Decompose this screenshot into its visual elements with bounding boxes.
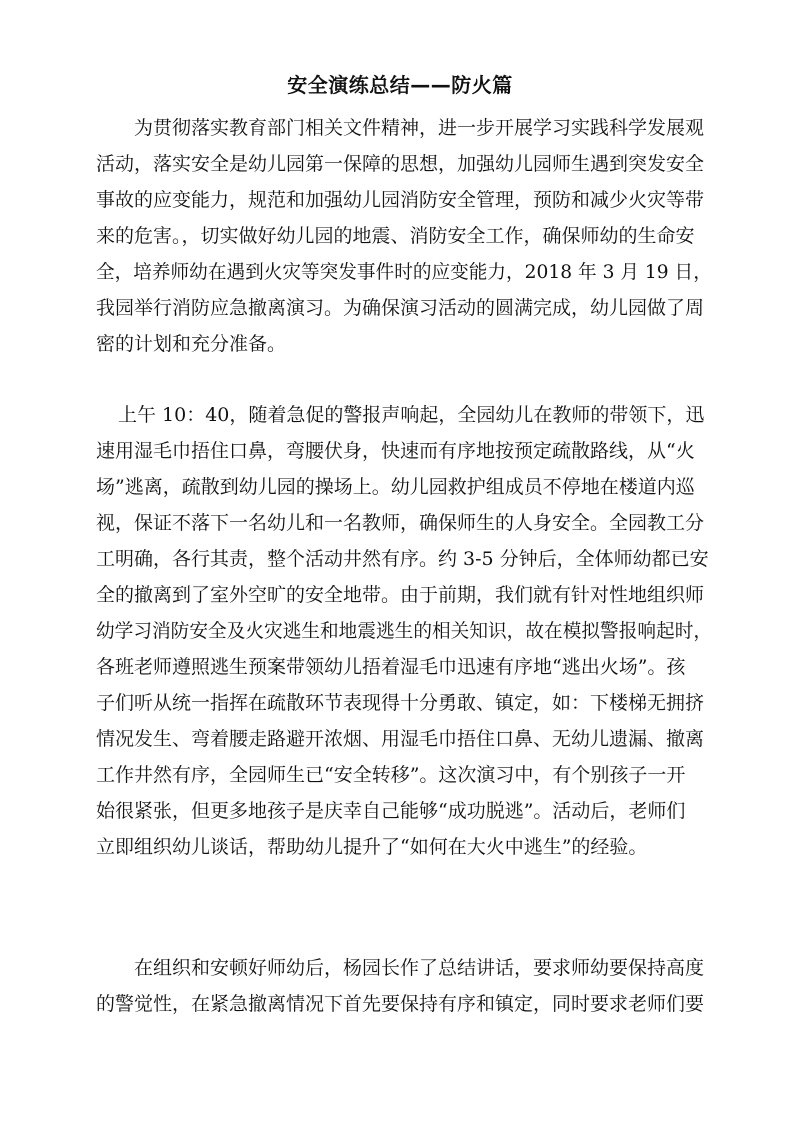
paragraph-line: 来的危害。，切实做好幼儿园的地震、消防安全工作，确保师幼的生命安: [96, 225, 695, 247]
paragraph-line: 的警觉性，在紧急撤离情况下首先要保持有序和镇定，同时要求老师们要: [96, 993, 705, 1015]
paragraph-line: 为贯彻落实教育部门相关文件精神，进一步开展学习实践科学发展观: [134, 117, 705, 139]
paragraph-line: 全，培养师幼在遇到火灾等突发事件时的应变能力，2018 年 3 月 19 日，: [96, 261, 712, 283]
paragraph-line: 子们听从统一指挥在疏散环节表现得十分勇敢、镇定，如：下楼梯无拥挤: [96, 692, 705, 714]
paragraph-line: 在组织和安顿好师幼后，杨园长作了总结讲话，要求师幼要保持高度: [134, 957, 705, 979]
paragraph-line: 密的计划和充分准备。: [96, 333, 287, 355]
paragraph-line: 工作井然有序，全园师生已“安全转移”。这次演习中，有个别孩子一开: [96, 764, 686, 786]
paragraph-line: 上午 10：40，随着急促的警报声响起，全园幼儿在教师的带领下，迅: [118, 404, 705, 426]
paragraph-line: 场”逃离，疏散到幼儿园的操场上。幼儿园救护组成员不停地在楼道内巡: [96, 476, 695, 498]
paragraph-line: 始很紧张，但更多地孩子是庆幸自己能够“成功脱逃”。活动后，老师们: [96, 800, 686, 822]
paragraph-line: 速用湿毛巾捂住口鼻，弯腰伏身，快速而有序地按预定疏散路线，从“火: [96, 440, 695, 462]
paragraph-line: 事故的应变能力，规范和加强幼儿园消防安全管理，预防和减少火灾等带: [96, 189, 705, 211]
paragraph-line: 立即组织幼儿谈话，帮助幼儿提升了“如何在大火中逃生”的经验。: [96, 836, 648, 858]
paragraph-line: 视，保证不落下一名幼儿和一名教师，确保师生的人身安全。全园教工分: [96, 512, 705, 534]
paragraph-line: 各班老师遵照逃生预案带领幼儿捂着湿毛巾迅速有序地“逃出火场”。孩: [96, 656, 686, 678]
paragraph-line: 工明确，各行其责，整个活动井然有序。约 3-5 分钟后，全体师幼都已安: [96, 548, 709, 570]
paragraph-line: 情况发生、弯着腰走路避开浓烟、用湿毛巾捂住口鼻、无幼儿遗漏、撤离: [96, 728, 705, 750]
document-title: 安全演练总结——防火篇: [287, 73, 513, 97]
paragraph-line: 活动，落实安全是幼儿园第一保障的思想，加强幼儿园师生遇到突发安全: [96, 153, 705, 175]
paragraph-line: 幼学习消防安全及火灾逃生和地震逃生的相关知识，故在模拟警报响起时，: [96, 620, 713, 642]
paragraph-line: 我园举行消防应急撤离演习。为确保演习活动的圆满完成，幼儿园做了周: [96, 297, 705, 319]
paragraph-line: 全的撤离到了室外空旷的安全地带。由于前期，我们就有针对性地组织师: [96, 584, 705, 606]
